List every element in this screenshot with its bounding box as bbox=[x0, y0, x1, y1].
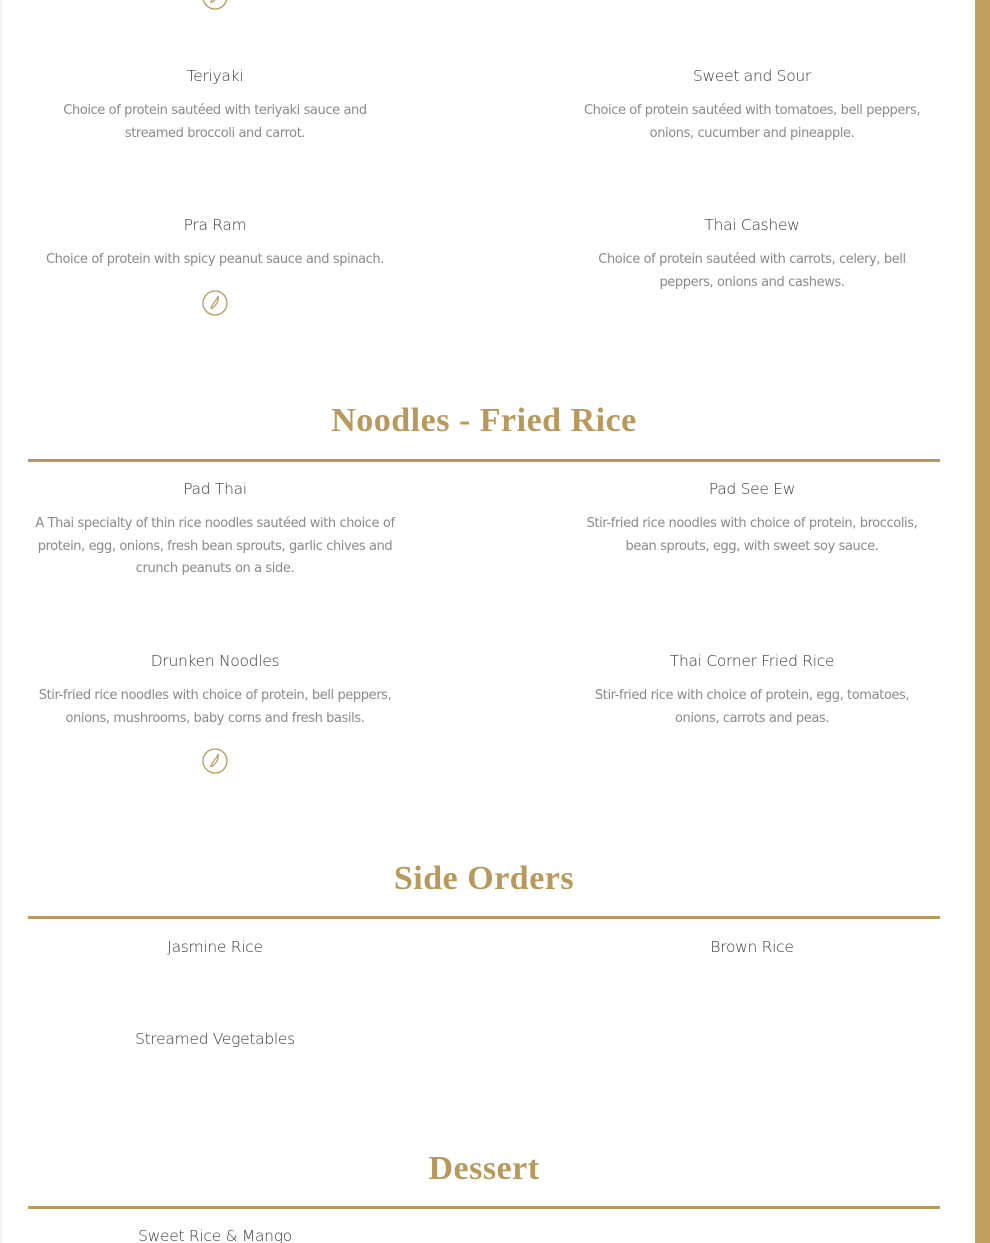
section-divider bbox=[28, 1206, 940, 1209]
section-divider bbox=[28, 916, 940, 919]
menu-item-description: Stir-fried rice noodles with choice of protein, bell peppers, onions, mushrooms, baby corns and fresh basils. bbox=[38, 688, 392, 726]
menu-item-description: A Thai specialty of thin rice noodles sautéed with choice of protein, egg, onions, fresh bean sprouts, garlic chives and crunch peanuts on a side. bbox=[35, 516, 395, 576]
menu-item-teriyaki bbox=[35, 66, 395, 145]
section-title-noodles: Noodles - Fried Rice bbox=[331, 402, 637, 439]
menu-item-description: Choice of protein sautéed with carrots, celery, bell peppers, onions and cashews. bbox=[598, 252, 906, 290]
page-left-edge bbox=[0, 0, 3, 1243]
menu-item-name: Pra Ram bbox=[183, 216, 247, 234]
menu-item-pad-see-ew bbox=[572, 479, 932, 558]
right-accent-bar bbox=[975, 0, 990, 1243]
menu-item-name: Drunken Noodles bbox=[150, 652, 280, 670]
chili-pepper-icon bbox=[202, 0, 228, 10]
menu-item-name: Sweet and Sour bbox=[693, 67, 811, 85]
menu-item-pad-thai bbox=[35, 479, 395, 581]
menu-item-name: Pad Thai bbox=[183, 480, 247, 498]
section-title-side-orders: Side Orders bbox=[393, 860, 575, 897]
menu-item-pra-ram bbox=[35, 215, 395, 272]
menu-item-name: Streamed Vegetables bbox=[135, 1030, 295, 1048]
menu-item-description: Stir-fried rice noodles with choice of protein, broccolis, bean sprouts, egg, with sweet soy sauce. bbox=[586, 516, 918, 554]
menu-item-description: Stir-fried rice with choice of protein, egg, tomatoes, onions, carrots and peas. bbox=[594, 688, 910, 726]
menu-item-jasmine-rice bbox=[35, 937, 395, 957]
menu-item-name: Jasmine Rice bbox=[167, 938, 263, 956]
menu-item-thai-cashew bbox=[572, 215, 932, 294]
chili-pepper-icon bbox=[202, 290, 228, 316]
section-title-dessert: Dessert bbox=[428, 1150, 540, 1187]
section-divider bbox=[28, 459, 940, 462]
menu-item-brown-rice bbox=[572, 937, 932, 957]
chili-pepper-icon bbox=[202, 748, 228, 774]
menu-item-name: Teriyaki bbox=[186, 67, 244, 85]
menu-item-sweet-rice-mango bbox=[35, 1226, 395, 1243]
menu-item-description: Choice of protein sautéed with tomatoes, bell peppers, onions, cucumber and pineapple. bbox=[583, 103, 921, 141]
menu-item-name: Brown Rice bbox=[710, 938, 794, 956]
menu-item-name: Thai Corner Fried Rice bbox=[669, 652, 835, 670]
menu-item-thai-corner-fried-rice bbox=[572, 651, 932, 730]
menu-item-name: Sweet Rice & Mango bbox=[138, 1227, 292, 1243]
menu-item-sweet-and-sour bbox=[572, 66, 932, 145]
menu-item-drunken-noodles bbox=[35, 651, 395, 730]
menu-item-streamed-vegetables bbox=[35, 1029, 395, 1049]
menu-item-name: Pad See Ew bbox=[708, 480, 796, 498]
menu-item-name: Thai Cashew bbox=[704, 216, 800, 234]
menu-item-description: Choice of protein with spicy peanut sauce and spinach. bbox=[45, 252, 385, 267]
menu-item-description: Choice of protein sautéed with teriyaki sauce and streamed broccoli and carrot. bbox=[63, 103, 367, 141]
